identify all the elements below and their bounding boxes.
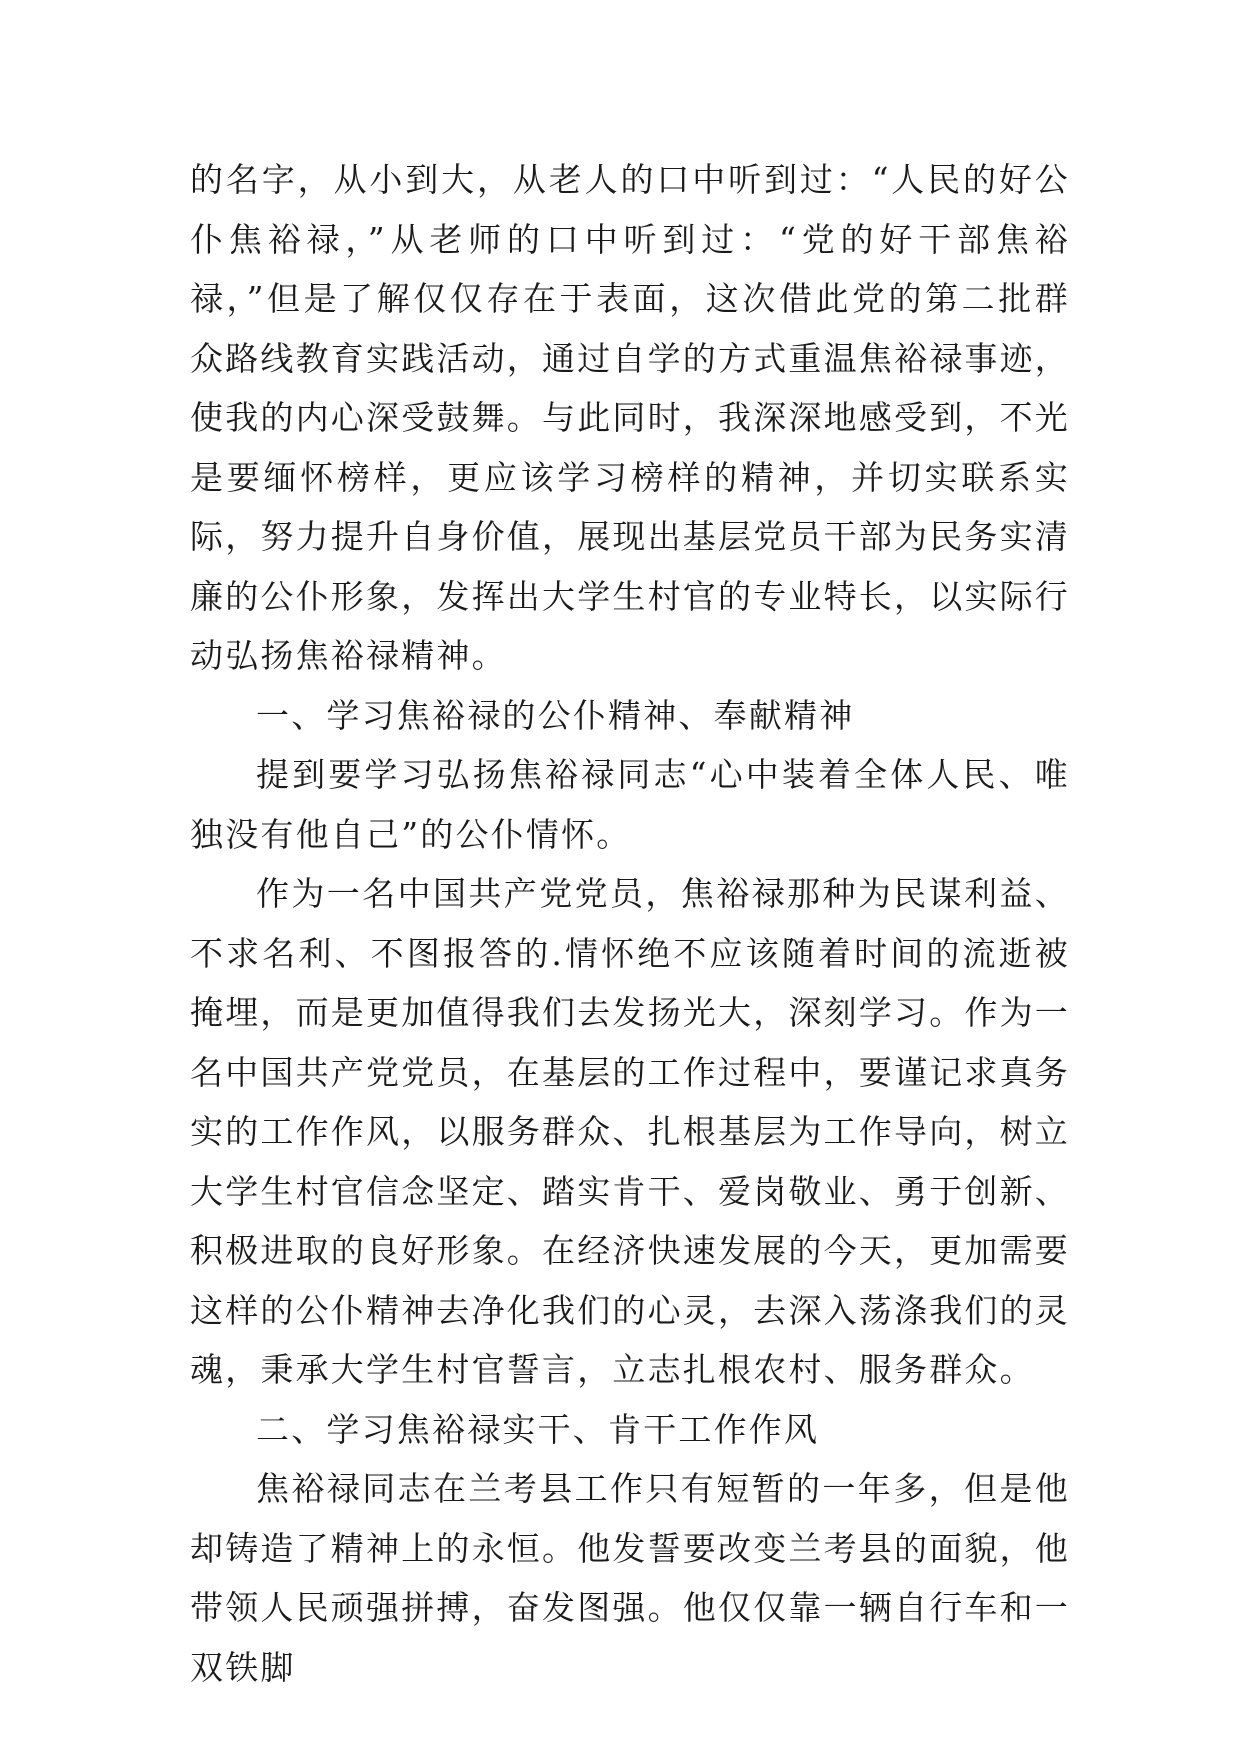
paragraph-intro: 的名字，从小到大，从老人的口中听到过：“人民的好公仆焦裕禄，”从老师的口中听到过：“党的好干部焦裕禄，”但是了解仅仅存在于表面，这次借此党的第二批群众路线教育实践活动，通过自学的方式重温焦裕禄事迹，使我的内心深受鼓舞。与此同时，我深深地感受到，不光是要缅怀榜样，更应该学习榜样的精神，并切实联系实际，努力提升自身价值，展现出基层党员干部为民务实清廉的公仆形象，发挥出大学生村官的专业特长，以实际行动弘扬焦裕禄精神。 — [190, 160, 1070, 675]
section-heading-2: 二、学习焦裕禄实干、肯干工作作风 — [256, 1409, 820, 1449]
document-body — [190, 150, 1070, 1697]
section-heading-1: 一、学习焦裕禄的公仆精神、奉献精神 — [256, 695, 855, 735]
paragraph-section-2-body: 焦裕禄同志在兰考县工作只有短暂的一年多，但是他却铸造了精神上的永恒。他发誓要改变兰考县的面貌，他带领人民顽强拼搏，奋发图强。他仅仅靠一辆自行车和一双铁脚 — [190, 1469, 1070, 1687]
paragraph-section-1-intro: 提到要学习弘扬焦裕禄同志“心中装着全体人民、唯独没有他自己”的公仆情怀。 — [190, 755, 1070, 854]
paragraph-section-1-body: 作为一名中国共产党党员，焦裕禄那种为民谋利益、不求名利、不图报答的.情怀绝不应该随着时间的流逝被掩埋，而是更加值得我们去发扬光大，深刻学习。作为一名中国共产党党员，在基层的工作过程中，要谨记求真务实的工作作风，以服务群众、扎根基层为工作导向，树立大学生村官信念坚定、踏实肯干、爱岗敬业、勇于创新、积极进取的良好形象。在经济快速发展的今天，更加需要这样的公仆精神去净化我们的心灵，去深入荡涤我们的灵魂，秉承大学生村官誓言，立志扎根农村、服务群众。 — [190, 874, 1070, 1389]
